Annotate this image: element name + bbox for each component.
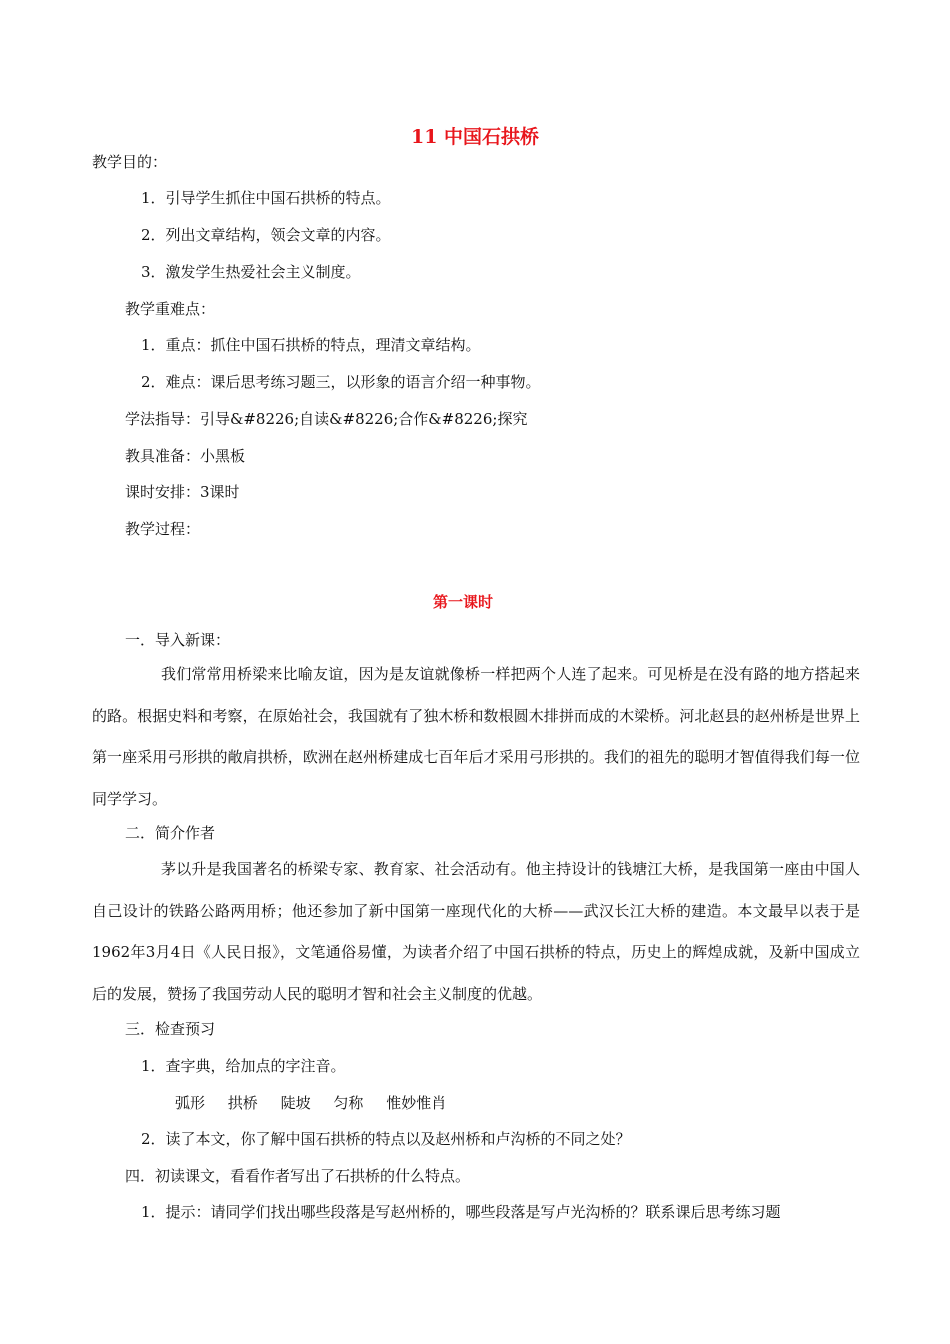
section4-item: 1．提示：请同学们找出哪些段落是写赵州桥的，哪些段落是写卢光沟桥的？联系课后思考练习题 (141, 1203, 781, 1221)
section1-paragraph: 我们常常用桥梁来比喻友谊，因为是友谊就像桥一样把两个人连了起来。可见桥是在没有路的地方搭起来的路。根据史料和考察，在原始社会，我国就有了独木桥和数根圆木排拼而成的木梁桥。河北赵县的赵州桥是世界上第一座采用弓形拱的敞肩拱桥，欧洲在赵州桥建成七百年后才采用弓形拱的。我们的祖先的聪明才智值得我们每一位同学学习。 (92, 665, 860, 808)
section3-item: 2．读了本文，你了解中国石拱桥的特点以及赵州桥和卢沟桥的不同之处？ (141, 1130, 631, 1148)
objective-item: 2．列出文章结构，领会文章的内容。 (141, 226, 391, 244)
page-title: 11 中国石拱桥 (410, 126, 540, 148)
difficulties-heading: 教学重难点： (125, 300, 216, 318)
objectives-heading: 教学目的： (92, 153, 168, 171)
section3-heading: 三．检查预习 (125, 1020, 216, 1038)
schedule-line: 课时安排：3课时 (125, 483, 240, 501)
vocab-item: 拱桥 (227, 1094, 258, 1112)
section3-item: 1．查字典，给加点的字注音。 (141, 1057, 346, 1075)
objective-item: 1．引导学生抓住中国石拱桥的特点。 (141, 189, 391, 207)
section2-paragraph: 茅以升是我国著名的桥梁专家、教育家、社会活动有。他主持设计的钱塘江大桥，是我国第一座由中国人自己设计的铁路公路两用桥；他还参加了新中国第一座现代化的大桥——武汉长江大桥的建造。本文最早以表于是1962年3月4日《人民日报》，文笔通俗易懂，为读者介绍了中国石拱桥的特点，历史上的辉煌成就，及新中国成立后的发展，赞扬了我国劳动人民的聪明才智和社会主义制度的优越。 (92, 860, 860, 1003)
lesson1-title: 第一课时 (432, 593, 493, 611)
objective-item: 3．激发学生热爱社会主义制度。 (141, 263, 361, 281)
vocab-item: 陡坡 (280, 1094, 311, 1112)
tools-line: 教具准备：小黑板 (125, 447, 246, 465)
section2-heading: 二．简介作者 (125, 824, 216, 842)
difficulty-item: 2．难点：课后思考练习题三，以形象的语言介绍一种事物。 (141, 373, 541, 391)
vocab-list (175, 1093, 464, 1113)
vocab-item: 弧形 (175, 1094, 206, 1112)
difficulty-item: 1．重点：抓住中国石拱桥的特点，理清文章结构。 (141, 336, 481, 354)
section4-heading: 四．初读课文，看看作者写出了石拱桥的什么特点。 (125, 1167, 471, 1185)
method-line: 学法指导：引导&#8226;自读&#8226;合作&#8226;探究 (125, 410, 528, 428)
section1-heading: 一．导入新课： (125, 631, 231, 649)
vocab-item: 惟妙惟肖 (386, 1094, 447, 1112)
vocab-item: 匀称 (333, 1094, 364, 1112)
process-heading: 教学过程： (125, 520, 201, 538)
